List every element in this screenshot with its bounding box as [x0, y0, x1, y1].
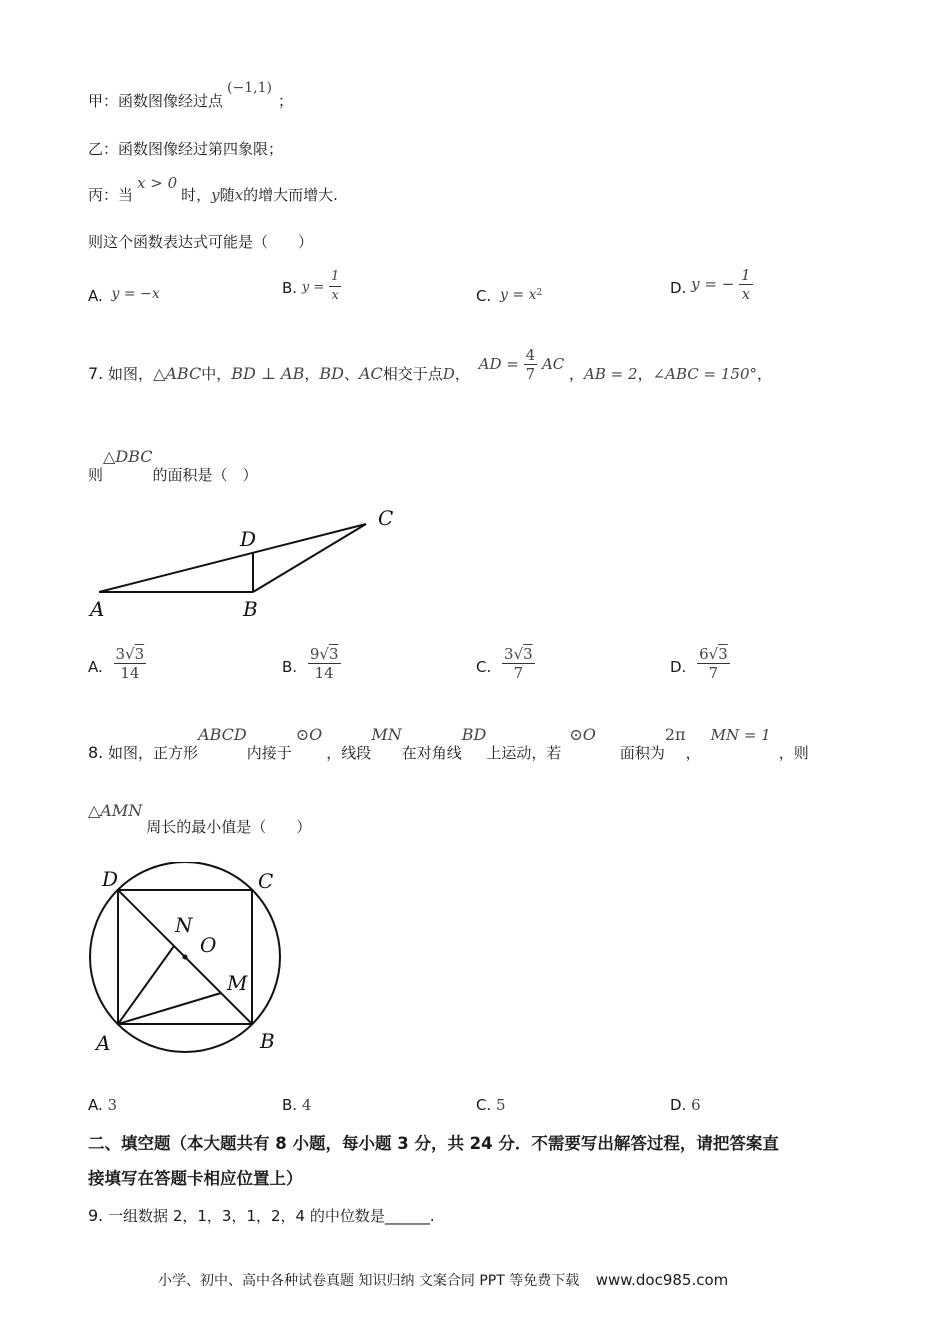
q6-option-b[interactable]: B. y = $\frac{1}{x}$ — [282, 269, 340, 303]
q8-stem-line2: △AMN周长的最小值是（ ） — [88, 801, 312, 836]
q7-option-a[interactable]: A. $\frac{3√3}{14}$ — [88, 645, 145, 682]
q8-center-dot — [183, 955, 188, 960]
q7-option-d[interactable]: D. $\frac{6√3}{7}$ — [670, 645, 728, 682]
q8-figure — [84, 862, 304, 1062]
q7-stem-line1: 7. 如图，△ABC中，BD ⊥ AB，BD、AC相交于点D， AD = $\frac{4}{7}$ AC ，AB = 2，∠ABC = 150°， — [88, 346, 773, 383]
q6-point: (−1,1) — [227, 80, 272, 96]
q8-label-b: B — [260, 1029, 275, 1053]
q6-option-d[interactable]: D. y = − $\frac{1}{x}$ — [670, 266, 751, 303]
q6-option-a[interactable]: A. y = −x — [88, 286, 160, 305]
q7-label-a: A — [90, 597, 105, 621]
q8-option-c[interactable]: C. 5 — [476, 1096, 506, 1114]
q7-figure — [80, 500, 420, 630]
q8-option-d[interactable]: D. 6 — [670, 1096, 701, 1114]
q8-stem-line1: 8. 如图，正方形ABCD内接于⊙O，线段MN在对角线BD上运动，若⊙O面积为2π，MN = 1，则 — [88, 725, 809, 762]
q8-label-n: N — [175, 913, 193, 937]
q8-label-o: O — [200, 933, 217, 957]
q6-statement-yi: 乙：函数图像经过第四象限； — [88, 140, 284, 158]
q7-stem-line2: 则△DBC的面积是（ ） — [88, 447, 258, 484]
footer-text: 小学、初中、高中各种试卷真题 知识归纳 文案合同 PPT 等免费下载 — [158, 1273, 580, 1289]
q7-label-c: C — [378, 506, 394, 530]
q7-option-b[interactable]: B. $\frac{9√3}{14}$ — [282, 645, 339, 682]
q8-segment-an — [118, 946, 174, 1024]
q6-statement-bing: 丙：当x > 0时，y随x的增大而增大. — [88, 174, 338, 204]
q6-option-c[interactable]: C. $y = x^2$ — [476, 287, 543, 305]
q7-option-c[interactable]: C. $\frac{3√3}{7}$ — [476, 645, 533, 682]
q8-label-m: M — [227, 971, 248, 995]
footer — [158, 1270, 728, 1290]
section2-heading-line1: 二、填空题（本大题共有 8 小题，每小题 3 分，共 24 分．不需要写出解答过程，请把答案直 — [88, 1134, 779, 1153]
q8-label-c: C — [258, 869, 274, 893]
q8-label-a: A — [96, 1031, 111, 1055]
q8-option-b[interactable]: B. 4 — [282, 1096, 312, 1114]
q6-question: 则这个函数表达式可能是（ ） — [88, 233, 314, 251]
q7-label-d: D — [240, 527, 257, 551]
q7-segment-ac — [99, 524, 366, 592]
q8-segment-am — [118, 993, 221, 1024]
q9-stem: 9. 一组数据 2，1，3，1，2，4 的中位数是______. — [88, 1206, 435, 1225]
q8-label-d: D — [102, 867, 119, 891]
footer-url[interactable]: www.doc985.com — [595, 1271, 729, 1289]
section2-heading-line2: 接填写在答题卡相应位置上） — [88, 1169, 303, 1188]
q6-statement-jia: 甲：函数图像经过点(−1,1)； — [88, 80, 293, 110]
q7-label-b: B — [243, 597, 258, 621]
q7-segment-bc — [253, 524, 366, 592]
q8-option-a[interactable]: A. 3 — [88, 1096, 118, 1114]
